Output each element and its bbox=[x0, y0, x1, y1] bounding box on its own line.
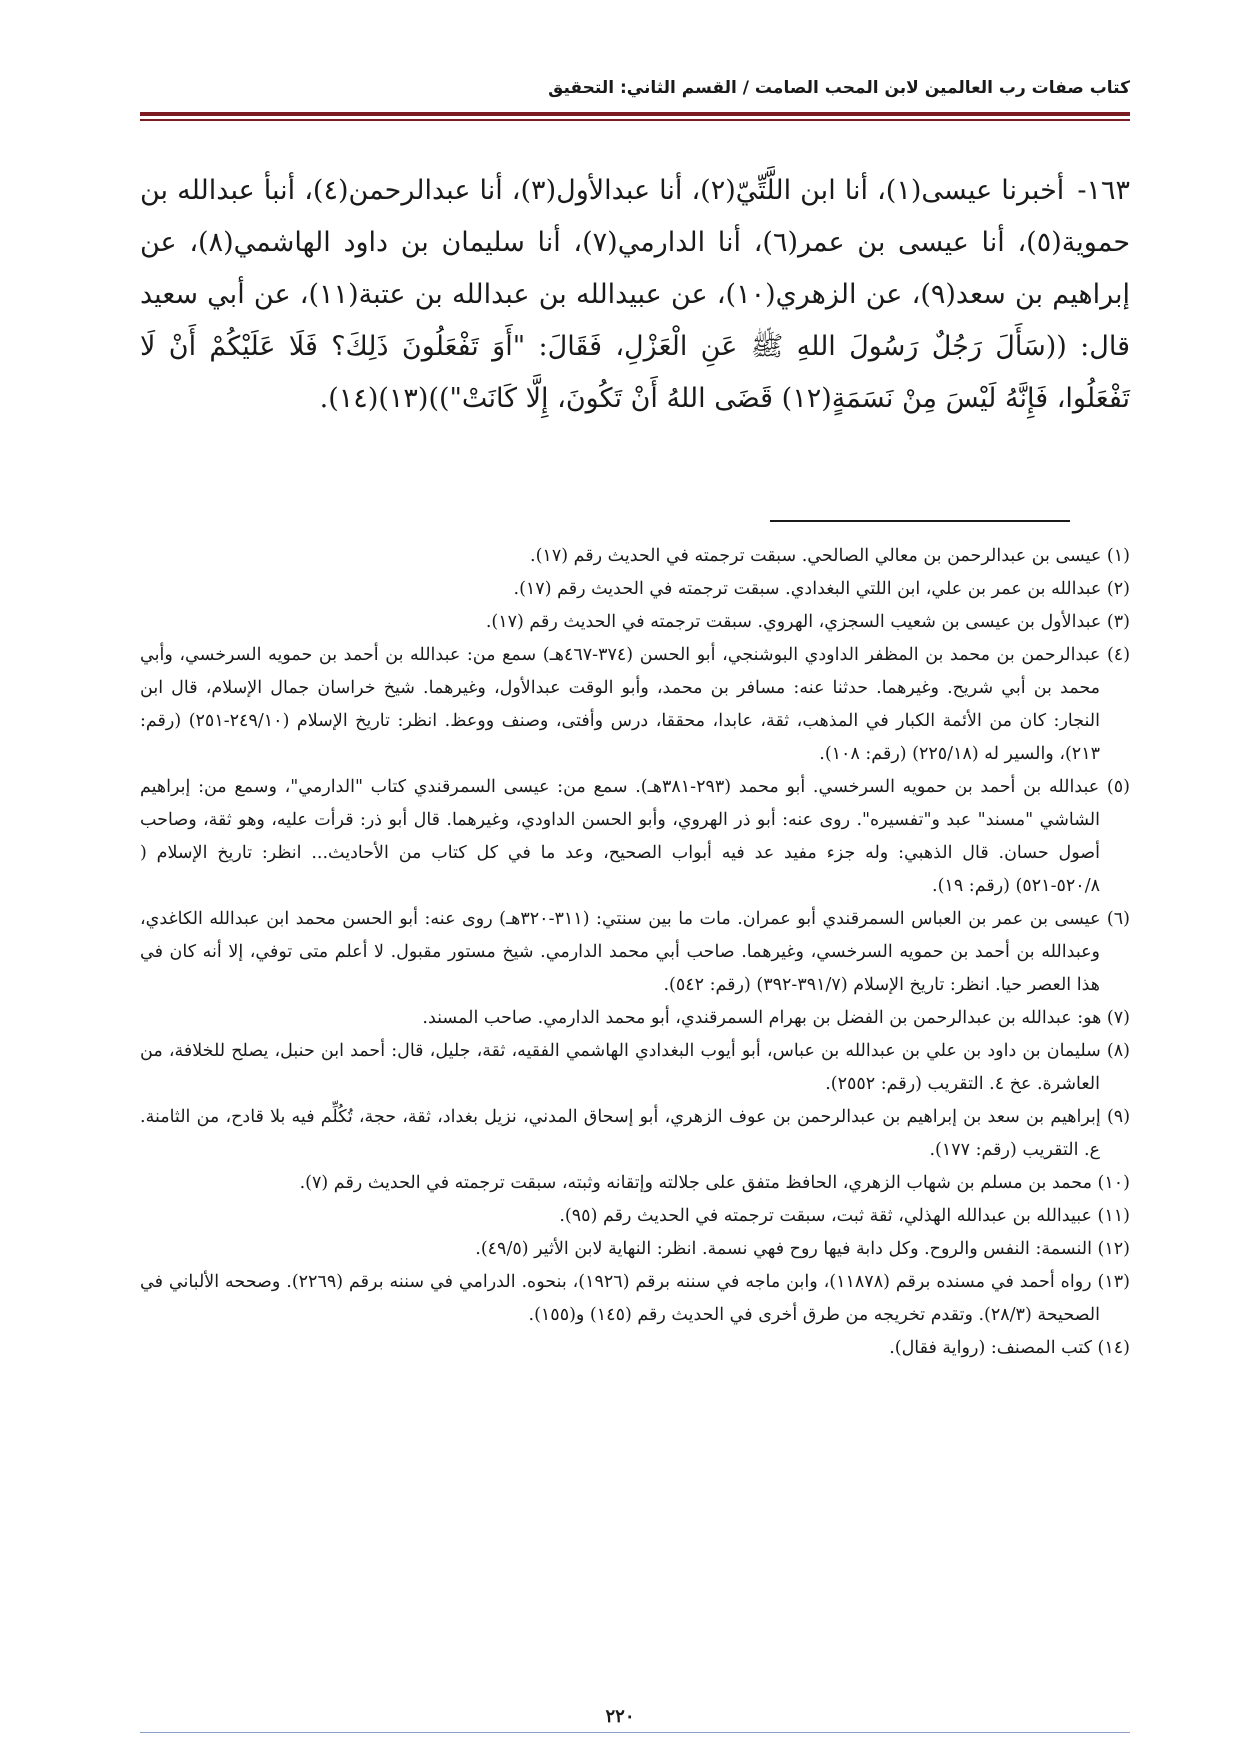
footnote-13: (١٣) رواه أحمد في مسنده برقم (١١٨٧٨)، وابن ماجه في سننه برقم (١٩٢٦)، بنحوه. الدرامي في سننه برقم (٢٢٦٩). وصححه الألباني في الصحيحة (٢٨/٣). وتقدم تخريجه من طرق أخرى في الحديث رقم (١٤٥) و(١٥٥). bbox=[140, 1272, 1130, 1325]
header-rule-thin bbox=[140, 119, 1130, 121]
footnote-5: (٥) عبدالله بن أحمد بن حمويه السرخسي. أبو محمد (٢٩٣-٣٨١هـ). سمع من: عيسى السمرقندي كتاب "الدارمي"، وسمع من: إبراهيم الشاشي "مسند" عبد و"تفسيره". روى عنه: أبو ذر الهروي، وأبو الحسن الداودي، وغيرهما. قال أبو ذر: قرأت عليه، وهو ثقة، وصاحب أصول حسان. قال الذهبي: وله جزء مفيد عد فيه أبواب الصحيح، وعد ما في كل كتاب من الأحاديث... انظر: تاريخ الإسلام ( ٥٢٠/٨-٥٢١) (رقم: ١٩). bbox=[140, 777, 1130, 896]
footnote-4: (٤) عبدالرحمن بن محمد بن المظفر الداودي البوشنجي، أبو الحسن (٣٧٤-٤٦٧هـ) سمع من: عبدالله بن أحمد بن حمويه السرخسي، وأبي محمد بن أبي شريح. وغيرهما. حدثنا عنه: مسافر بن محمد، وأبو الوقت عبدالأول، وغيرهما. شيخ خراسان جمال الإسلام، قال ابن النجار: كان من الأئمة الكبار في المذهب، ثقة، عابدا، محققا، درس وأفتى، وصنف ووعظ. انظر: تاريخ الإسلام (٢٤٩/١٠-٢٥١) (رقم: ٢١٣)، والسير له (٢٢٥/١٨) (رقم: ١٠٨). bbox=[140, 645, 1131, 764]
page-number bbox=[0, 1706, 1240, 1727]
hadith-body: أخبرنا عيسى(١)، أنا ابن اللَّتِّيّ(٢)، أنا عبدالأول(٣)، أنا عبدالرحمن(٤)، أنبأ عبدالله بن حموية(٥)، أنا عيسى بن عمر(٦)، أنا الدارمي(٧)، أنا سليمان بن داود الهاشمي(٨)، عن إبراهيم بن سعد(٩)، عن الزهري(١٠)، عن عبيدالله بن عبدالله بن عتبة(١١)، عن أبي سعيد قال: ((سَأَلَ رَجُلٌ رَسُولَ اللهِ ﷺ عَنِ الْعَزْلِ، فَقَالَ: "أَوَ تَفْعَلُونَ ذَلِكَ؟ فَلَا عَلَيْكُمْ أَنْ لَا تَفْعَلُوا، فَإِنَّهُ لَيْسَ مِنْ نَسَمَةٍ(١٢) قَضَى اللهُ أَنْ تَكُونَ، إِلَّا كَانَتْ"))(١٣)(١٤). bbox=[140, 175, 1131, 414]
footnote-10: (١٠) محمد بن مسلم بن شهاب الزهري، الحافظ متفق على جلالته وإتقانه وثبته، سبقت ترجمته في الحديث رقم (٧). bbox=[299, 1173, 1130, 1193]
footnote-11: (١١) عبيدالله بن عبدالله الهذلي، ثقة ثبت، سبقت ترجمته في الحديث رقم (٩٥). bbox=[559, 1206, 1130, 1226]
footnote-9: (٩) إبراهيم بن سعد بن إبراهيم بن عبدالرحمن بن عوف الزهري، أبو إسحاق المدني، نزيل بغداد، ثقة، حجة، تُكُلِّم فيه بلا قادح، من الثامنة. ع. التقريب (رقم: ١٧٧). bbox=[140, 1107, 1131, 1160]
hadith-number: ١٦٣- bbox=[1077, 175, 1130, 206]
footnote-3: (٣) عبدالأول بن عيسى بن شعيب السجزي، الهروي. سبقت ترجمته في الحديث رقم (١٧). bbox=[485, 612, 1130, 632]
footer-rule bbox=[140, 1732, 1130, 1733]
footnote-2: (٢) عبدالله بن عمر بن علي، ابن اللتي البغدادي. سبقت ترجمته في الحديث رقم (١٧). bbox=[513, 579, 1130, 599]
footnote-12: (١٢) النسمة: النفس والروح. وكل دابة فيها روح فهي نسمة. انظر: النهاية لابن الأثير (٤٩/٥). bbox=[475, 1239, 1130, 1259]
footnotes bbox=[140, 540, 1130, 1365]
footnote-8: (٨) سليمان بن داود بن علي بن عبدالله بن عباس، أبو أيوب البغدادي الهاشمي الفقيه، ثقة، جليل، قال: أحمد ابن حنبل، يصلح للخلافة، من العاشرة. عخ ٤. التقريب (رقم: ٢٥٥٢). bbox=[140, 1041, 1130, 1094]
running-header: كتاب صفات رب العالمين لابن المحب الصامت / القسم الثاني: التحقيق bbox=[548, 78, 1130, 98]
footnote-1: (١) عيسى بن عبدالرحمن بن معالي الصالحي. سبقت ترجمته في الحديث رقم (١٧). bbox=[530, 546, 1130, 566]
header-rule-thick bbox=[140, 112, 1130, 116]
hadith-text bbox=[140, 165, 1130, 425]
footnote-7: (٧) هو: عبدالله بن عبدالرحمن بن الفضل بن بهرام السمرقندي، أبو محمد الدارمي. صاحب المسند. bbox=[422, 1008, 1130, 1028]
page-number-text: ٢٢٠ bbox=[591, 1706, 648, 1727]
footnote-14: (١٤) كتب المصنف: (رواية فقال). bbox=[889, 1338, 1130, 1358]
footnote-separator bbox=[770, 520, 1070, 522]
footnote-6: (٦) عيسى بن عمر بن العباس السمرقندي أبو عمران. مات ما بين سنتي: (٣١١-٣٢٠هـ) روى عنه: أبو الحسن محمد ابن عبدالله الكاغدي، وعبدالله بن أحمد بن حمويه السرخسي، وغيرهما. صاحب أبي محمد الدارمي. شيخ مستور مقبول. لا أعلم متى توفي، إلا أنه كان في هذا العصر حيا. انظر: تاريخ الإسلام (٣٩١/٧-٣٩٢) (رقم: ٥٤٢). bbox=[140, 909, 1130, 995]
